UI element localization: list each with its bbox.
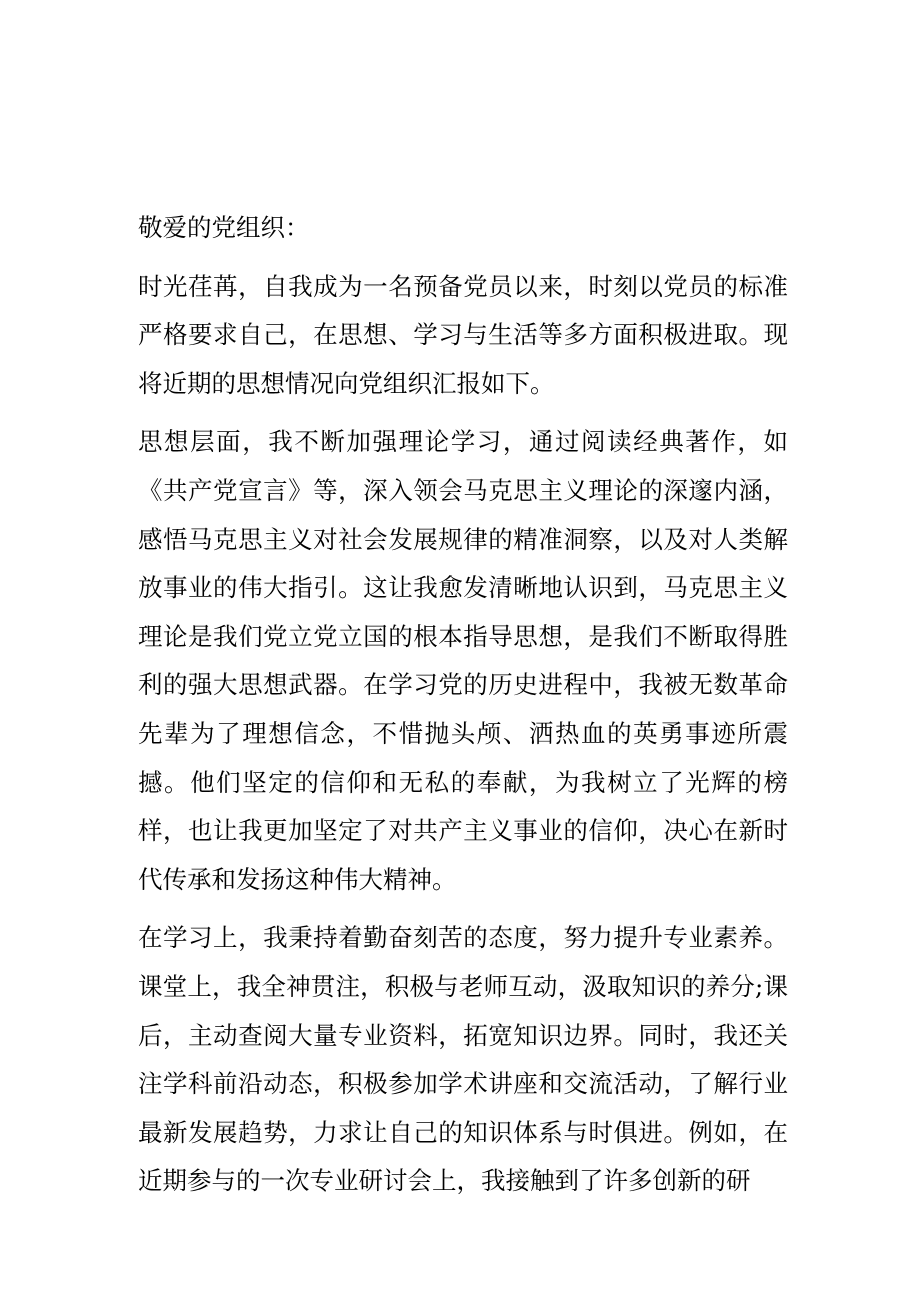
paragraph-thought: 思想层面，我不断加强理论学习，通过阅读经典著作，如《共产党宣言》等，深入领会马克思主义理论的深邃内涵，感悟马克思主义对社会发展规律的精准洞察，以及对人类解放事业的伟大指引。这让我愈发清晰地认识到，马克思主义理论是我们党立党立国的根本指导思想，是我们不断取得胜利的强大思想武器。在学习党的历史进程中，我被无数革命先辈为了理想信念，不惜抛头颅、洒热血的英勇事迹所震撼。他们坚定的信仰和无私的奉献，为我树立了光辉的榜样，也让我更加坚定了对共产主义事业的信仰，决心在新时代传承和发扬这种伟大精神。 [138,427,788,894]
paragraph-intro: 时光荏苒，自我成为一名预备党员以来，时刻以党员的标准严格要求自己，在思想、学习与生活等多方面积极进取。现将近期的思想情况向党组织汇报如下。 [138,271,788,398]
letter-body [138,204,788,1216]
paragraph-study: 在学习上，我秉持着勤奋刻苦的态度，努力提升专业素养。课堂上，我全神贯注，积极与老师互动，汲取知识的养分;课后，主动查阅大量专业资料，拓宽知识边界。同时，我还关注学科前沿动态，积极参加学术讲座和交流活动，了解行业最新发展趋势，力求让自己的知识体系与时俱进。例如，在近期参与的一次专业研讨会上，我接触到了许多创新的研 [138,923,788,1196]
salutation: 敬爱的党组织： [138,213,310,242]
